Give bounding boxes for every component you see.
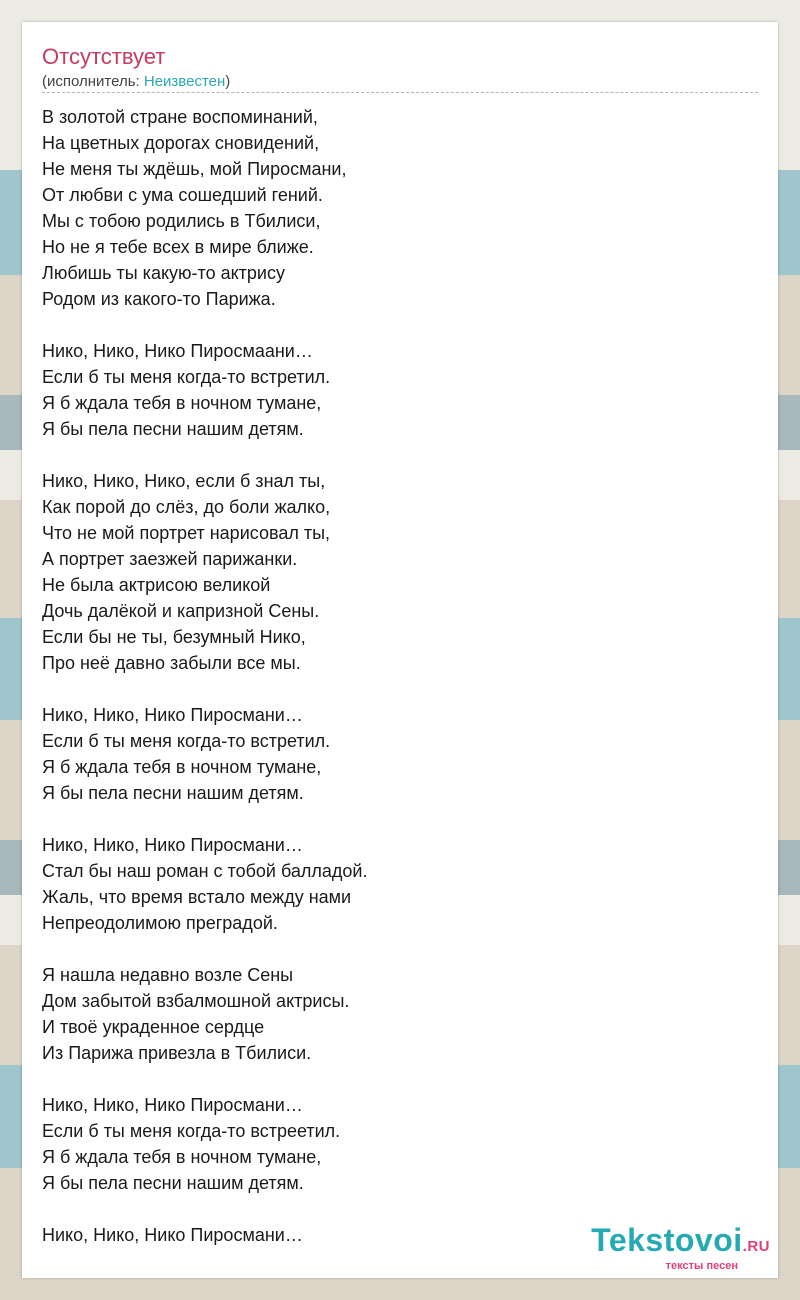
lyric-line: Но не я тебе всех в мире ближе.	[42, 237, 314, 257]
lyric-line: Нико, Нико, Нико Пиросмани…	[42, 705, 303, 725]
lyric-line: Если бы не ты, безумный Нико,	[42, 627, 306, 647]
stanza	[42, 468, 758, 676]
lyric-line: Стал бы наш роман с тобой балладой.	[42, 861, 368, 881]
logo-tagline: тексты песен	[665, 1260, 738, 1272]
lyric-line: Не меня ты ждёшь, мой Пиросмани,	[42, 159, 347, 179]
song-title: Отсутствует	[42, 44, 166, 69]
site-logo[interactable]	[591, 1223, 770, 1272]
lyric-line: Мы с тобою родились в Тбилиси,	[42, 211, 321, 231]
lyric-line: Если б ты меня когда-то встретил.	[42, 731, 331, 751]
lyric-line: От любви с ума сошедший гений.	[42, 185, 323, 205]
lyric-line: Нико, Нико, Нико Пиросмаани…	[42, 341, 313, 361]
lyric-line: Я б ждала тебя в ночном тумане,	[42, 393, 322, 413]
lyric-line: Из Парижа привезла в Тбилиси.	[42, 1043, 312, 1063]
lyric-line: Я бы пела песни нашим детям.	[42, 419, 304, 439]
stanza	[42, 1092, 758, 1196]
lyric-line: Нико, Нико, Нико Пиросмани…	[42, 835, 303, 855]
lyric-line: Нико, Нико, Нико Пиросмани…	[42, 1225, 303, 1245]
lyric-line: Дочь далёкой и капризной Сены.	[42, 601, 320, 621]
lyric-line: Если б ты меня когда-то встреетил.	[42, 1121, 341, 1141]
performer-link[interactable]: Неизвестен	[143, 73, 226, 90]
lyric-line: Я б ждала тебя в ночном тумане,	[42, 757, 322, 777]
lyric-line: Я нашла недавно возле Сены	[42, 965, 294, 985]
lyric-line: Что не мой портрет нарисовал ты,	[42, 523, 331, 543]
stanza	[42, 832, 758, 936]
stanza	[42, 962, 758, 1066]
stanza	[42, 104, 758, 312]
lyric-line: И твоё украденное сердце	[42, 1017, 265, 1037]
lyric-line: На цветных дорогах сновидений,	[42, 133, 320, 153]
lyric-line: А портрет заезжей парижанки.	[42, 549, 298, 569]
lyric-line: Я бы пела песни нашим детям.	[42, 783, 304, 803]
lyric-line: Как порой до слёз, до боли жалко,	[42, 497, 331, 517]
lyric-line: В золотой стране воспоминаний,	[42, 107, 318, 127]
lyric-line: Не была актрисою великой	[42, 575, 271, 595]
lyrics-text	[42, 104, 758, 1274]
lyric-line: Про неё давно забыли все мы.	[42, 653, 301, 673]
performer-suffix: )	[225, 73, 231, 90]
lyric-line: Дом забытой взбалмошной актрисы.	[42, 991, 350, 1011]
stanza	[42, 338, 758, 442]
stanza	[42, 702, 758, 806]
lyric-line: Непреодолимою преградой.	[42, 913, 278, 933]
lyric-line: Я бы пела песни нашим детям.	[42, 1173, 304, 1193]
lyric-line: Нико, Нико, Нико Пиросмани…	[42, 1095, 303, 1115]
logo-tld: .RU	[742, 1238, 770, 1255]
lyric-line: Нико, Нико, Нико, если б знал ты,	[42, 471, 326, 491]
logo-name: Tekstovoi	[591, 1222, 743, 1258]
lyrics-card	[22, 22, 778, 1278]
performer-line	[42, 72, 230, 92]
lyric-line: Любишь ты какую-то актрису	[42, 263, 285, 283]
lyric-line: Родом из какого-то Парижа.	[42, 289, 276, 309]
lyric-line: Если б ты меня когда-то встретил.	[42, 367, 331, 387]
lyric-line: Я б ждала тебя в ночном тумане,	[42, 1147, 322, 1167]
lyric-line: Жаль, что время встало между нами	[42, 887, 352, 907]
performer-prefix: (исполнитель:	[42, 73, 144, 90]
divider	[42, 92, 758, 93]
